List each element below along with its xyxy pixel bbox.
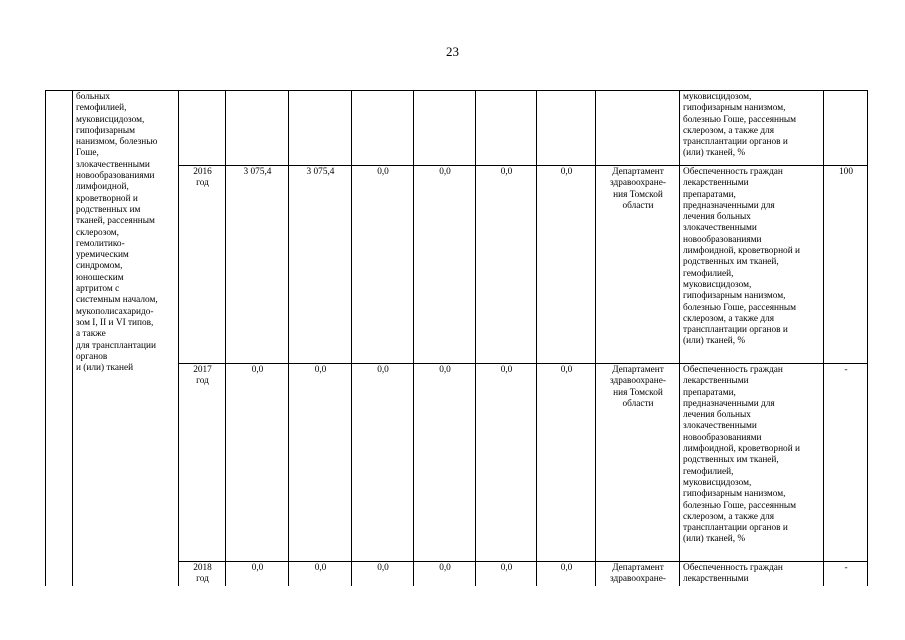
value-cell: 0,0 bbox=[476, 364, 537, 562]
text-line: гипофизарным нанизмом, bbox=[683, 103, 786, 114]
text-line: муковисцидозом, bbox=[76, 114, 145, 125]
text-line: Департамент bbox=[612, 167, 664, 177]
text-line: лимфоидной, кроветворной и bbox=[683, 444, 800, 455]
executor-cell bbox=[596, 562, 680, 586]
text-line: склерозом, а также для bbox=[683, 125, 774, 136]
value-cell: 0,0 bbox=[352, 166, 414, 364]
value-cell: 0,0 bbox=[414, 562, 476, 586]
value-cell: 0,0 bbox=[352, 562, 414, 586]
text-line: злокачественными bbox=[683, 223, 757, 234]
executor-cell bbox=[596, 364, 680, 562]
text-line: юношеским bbox=[76, 272, 124, 283]
text-line: 2017 bbox=[193, 365, 212, 375]
target-cell: - bbox=[824, 562, 868, 586]
text-line: предназначенными для bbox=[683, 200, 775, 211]
text-line: трансплантации органов и bbox=[683, 137, 788, 148]
text-line: (или) тканей, % bbox=[683, 336, 746, 347]
text-line: препаратами, bbox=[683, 387, 736, 398]
text-line: злокачественными bbox=[683, 421, 757, 432]
text-line: муковисцидозом, bbox=[683, 279, 752, 290]
text-line: Обеспеченность граждан bbox=[683, 563, 783, 573]
value-cell: 0,0 bbox=[476, 166, 537, 364]
text-line: здравоохране- bbox=[609, 574, 667, 585]
text-line: новообразованиями bbox=[683, 432, 762, 443]
text-line: Департамент bbox=[612, 365, 664, 375]
text-line: болезнью Гоше, рассеянным bbox=[683, 500, 797, 511]
text-line: для трансплантации bbox=[76, 340, 156, 351]
value-cell: 0,0 bbox=[226, 562, 289, 586]
text-line: муковисцидозом, bbox=[683, 92, 752, 102]
text-line: уремическим bbox=[76, 250, 129, 261]
text-line: (или) тканей, % bbox=[683, 534, 746, 545]
text-line: муковисцидозом, bbox=[683, 477, 752, 488]
target-cell bbox=[824, 91, 868, 166]
text-line: лечения больных bbox=[683, 410, 751, 421]
text-line: лекарственными bbox=[683, 376, 749, 387]
text-line: родственных им bbox=[76, 204, 141, 215]
text-line: болезнью Гоше, рассеянным bbox=[683, 302, 797, 313]
value-cell: 0,0 bbox=[289, 364, 352, 562]
value-cell: 0,0 bbox=[226, 364, 289, 562]
value-cell bbox=[226, 91, 289, 166]
target-cell: 100 bbox=[824, 166, 868, 364]
executor-cell bbox=[596, 166, 680, 364]
text-line: области bbox=[622, 398, 654, 409]
value-cell bbox=[414, 91, 476, 166]
text-line: склерозом, а также для bbox=[683, 511, 774, 522]
text-line: мукополисахаридо- bbox=[76, 306, 154, 317]
text-line: тканей, рассеянным bbox=[76, 216, 155, 227]
value-cell: 0,0 bbox=[414, 166, 476, 364]
text-line: препаратами, bbox=[683, 189, 736, 200]
indicator-cell bbox=[680, 562, 824, 586]
text-line: лимфоидной, bbox=[76, 182, 129, 193]
value-cell: 0,0 bbox=[537, 166, 596, 364]
year-cell bbox=[179, 364, 226, 562]
text-line: гемофилией, bbox=[683, 268, 734, 279]
text-line: артритом с bbox=[76, 284, 120, 295]
executor-cell bbox=[596, 91, 680, 166]
value-cell: 3 075,4 bbox=[289, 166, 352, 364]
text-line: 2018 bbox=[193, 563, 212, 573]
text-line: предназначенными для bbox=[683, 398, 775, 409]
text-line: год bbox=[196, 178, 209, 189]
text-line: болезнью Гоше, рассеянным bbox=[683, 114, 797, 125]
program-table bbox=[45, 90, 868, 586]
text-line: а также bbox=[76, 329, 106, 340]
text-line: здравоохране- bbox=[609, 376, 667, 387]
text-line: родственных им тканей, bbox=[683, 257, 779, 268]
text-line: гемофилией, bbox=[76, 103, 127, 114]
text-line: больных bbox=[76, 92, 111, 102]
text-line: синдромом, bbox=[76, 261, 123, 272]
text-line: Департамент bbox=[612, 563, 664, 573]
target-cell: - bbox=[824, 364, 868, 562]
value-cell: 3 075,4 bbox=[226, 166, 289, 364]
year-cell bbox=[179, 91, 226, 166]
indicator-cell bbox=[680, 364, 824, 562]
text-line: трансплантации органов и bbox=[683, 523, 788, 534]
text-line: системным началом, bbox=[76, 295, 158, 306]
text-line: год bbox=[196, 376, 209, 387]
text-line: области bbox=[622, 200, 654, 211]
text-line: гемолитико- bbox=[76, 238, 125, 249]
indicator-cell bbox=[680, 91, 824, 166]
value-cell: 0,0 bbox=[537, 562, 596, 586]
value-cell bbox=[352, 91, 414, 166]
text-line: лимфоидной, кроветворной и bbox=[683, 246, 800, 257]
text-line: зом I, II и VI типов, bbox=[76, 317, 154, 328]
text-line: нанизмом, болезнью bbox=[76, 137, 158, 148]
page-number: 23 bbox=[446, 44, 459, 59]
year-cell bbox=[179, 562, 226, 586]
text-line: гипофизарным нанизмом, bbox=[683, 489, 786, 500]
value-cell bbox=[476, 91, 537, 166]
year-cell bbox=[179, 166, 226, 364]
text-line: склерозом, а также для bbox=[683, 313, 774, 324]
text-line: лечения больных bbox=[683, 212, 751, 223]
text-line: кроветворной и bbox=[76, 193, 138, 204]
value-cell: 0,0 bbox=[352, 364, 414, 562]
value-cell: 0,0 bbox=[414, 364, 476, 562]
text-line: ния Томской bbox=[613, 189, 663, 200]
indicator-cell bbox=[680, 166, 824, 364]
value-cell bbox=[537, 91, 596, 166]
text-line: год bbox=[196, 574, 209, 585]
text-line: гипофизарным нанизмом, bbox=[683, 291, 786, 302]
text-line: злокачественными bbox=[76, 159, 150, 170]
text-line: (или) тканей, % bbox=[683, 148, 746, 159]
text-line: ния Томской bbox=[613, 387, 663, 398]
index-cell bbox=[46, 91, 73, 586]
description-cell bbox=[73, 91, 179, 586]
value-cell: 0,0 bbox=[537, 364, 596, 562]
text-line: лекарственными bbox=[683, 178, 749, 189]
value-cell: 0,0 bbox=[476, 562, 537, 586]
text-line: Обеспеченность граждан bbox=[683, 167, 783, 177]
table-row bbox=[46, 91, 868, 166]
text-line: здравоохране- bbox=[609, 178, 667, 189]
text-line: органов bbox=[76, 351, 108, 362]
text-line: склерозом, bbox=[76, 227, 120, 238]
value-cell: 0,0 bbox=[289, 562, 352, 586]
text-line: гипофизарным bbox=[76, 125, 135, 136]
text-line: трансплантации органов и bbox=[683, 325, 788, 336]
text-line: и (или) тканей bbox=[76, 363, 134, 374]
value-cell bbox=[289, 91, 352, 166]
text-line: новообразованиями bbox=[76, 171, 155, 182]
text-line: 2016 bbox=[193, 167, 212, 177]
text-line: родственных им тканей, bbox=[683, 455, 779, 466]
text-line: гемофилией, bbox=[683, 466, 734, 477]
text-line: новообразованиями bbox=[683, 234, 762, 245]
text-line: Обеспеченность граждан bbox=[683, 365, 783, 375]
text-line: Гоше, bbox=[76, 148, 99, 159]
text-line: лекарственными bbox=[683, 574, 749, 585]
